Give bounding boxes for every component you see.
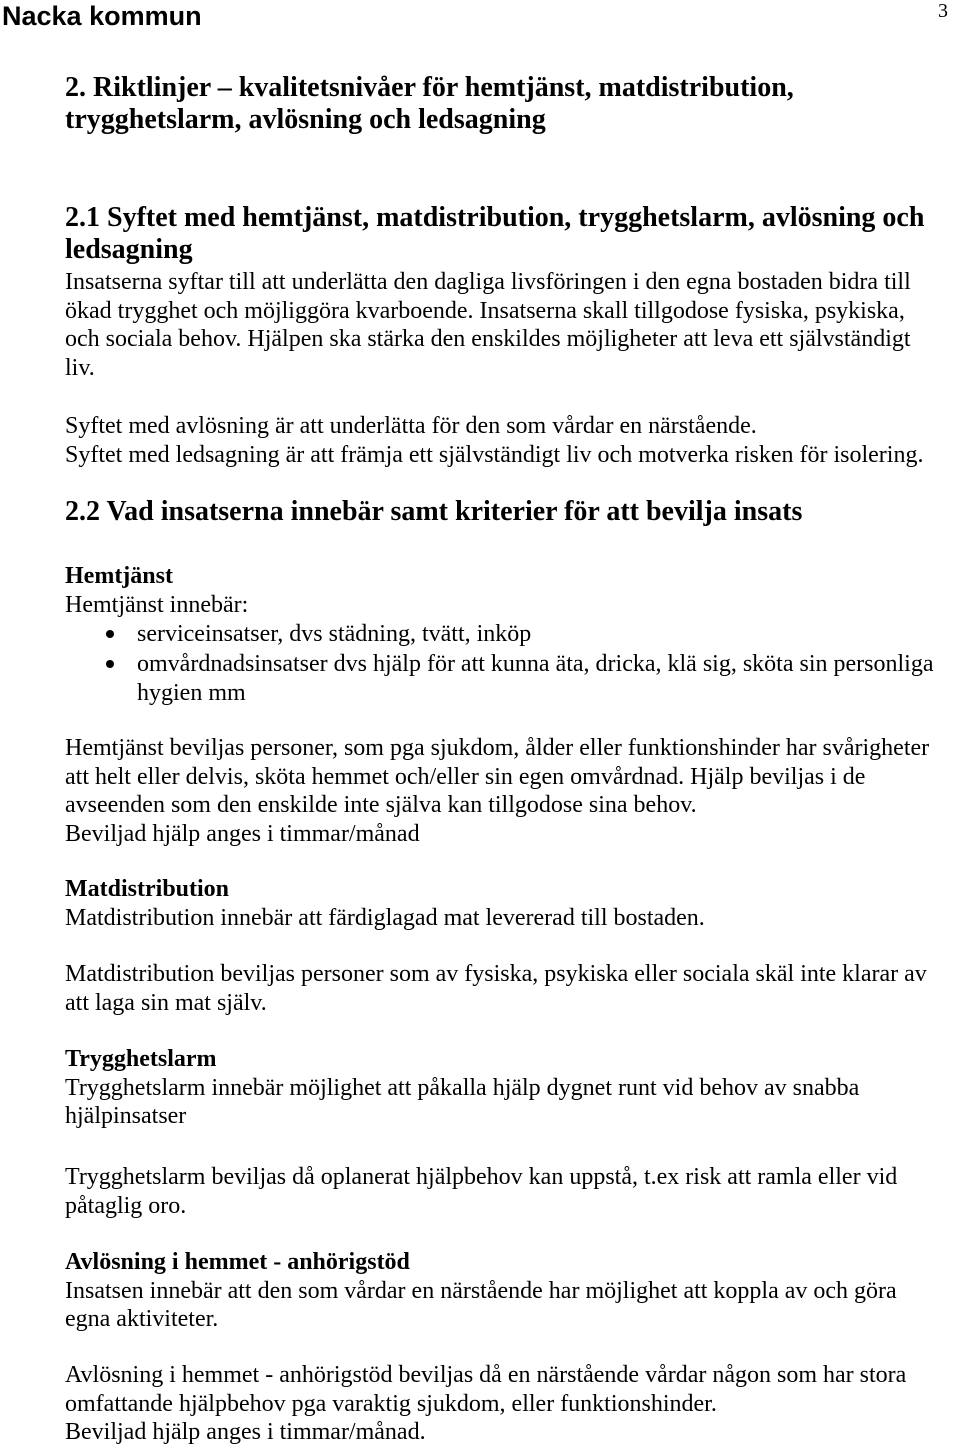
avlosning-description bbox=[65, 1248, 897, 1334]
paragraph-line: Trygghetslarm innebär möjlighet att påkalla hjälp dygnet runt vid behov av snabba bbox=[65, 1074, 860, 1101]
paragraph-line: ökad trygghet och möjliggöra kvarboende. Insatserna skall tillgodose fysiska, psykiska, bbox=[65, 297, 905, 324]
paragraph-line: liv. bbox=[65, 354, 95, 381]
matdistribution-criteria bbox=[65, 960, 927, 1017]
paragraph-line: Syftet med avlösning är att underlätta för den som vårdar en närstående. bbox=[65, 413, 757, 439]
section-2-1-paragraph-1 bbox=[65, 268, 911, 382]
section-2-1-heading bbox=[65, 202, 924, 266]
paragraph-line: omfattande hjälpbehov pga varaktig sjukdom, eller funktionshinder. bbox=[65, 1390, 717, 1417]
bullet-marker bbox=[106, 630, 114, 638]
list-item-line: serviceinsatser, dvs städning, tvätt, inköp bbox=[137, 621, 532, 647]
list-item-line: hygien mm bbox=[137, 679, 246, 706]
title-line: 2. Riktlinjer – kvalitetsnivåer för hemtjänst, matdistribution, bbox=[65, 72, 794, 103]
section-heading-line: ledsagning bbox=[65, 234, 193, 265]
paragraph-line: Syftet med ledsagning är att främja ett självständigt liv och motverka risken för isolering. bbox=[65, 441, 924, 468]
bullet-marker bbox=[106, 660, 114, 668]
header-organization: Nacka kommun bbox=[2, 1, 202, 31]
hemtjanst-criteria bbox=[65, 734, 929, 848]
title-line: trygghetslarm, avlösning och ledsagning bbox=[65, 104, 546, 135]
avlosning-criteria bbox=[65, 1361, 906, 1447]
trygghetslarm-description bbox=[65, 1045, 859, 1131]
page-number: 3 bbox=[938, 0, 948, 22]
paragraph-line: avseenden som den enskilde inte själva kan tillgodose sina behov. bbox=[65, 792, 697, 818]
paragraph-line: Hemtjänst innebär: bbox=[65, 591, 249, 618]
hemtjanst-bullet-list bbox=[137, 620, 933, 709]
paragraph-line: Insatserna syftar till att underlätta den dagliga livsföringen i den egna bostaden bidra till bbox=[65, 269, 911, 295]
paragraph-line: Beviljad hjälp anges i timmar/månad bbox=[65, 820, 420, 847]
list-item bbox=[137, 620, 933, 649]
paragraph-line: att helt eller delvis, sköta hemmet och/eller sin egen omvårdnad. Hjälp beviljas i de bbox=[65, 763, 866, 790]
paragraph-line: påtaglig oro. bbox=[65, 1192, 187, 1219]
paragraph-line: Matdistribution beviljas personer som av fysiska, psykiska eller sociala skäl inte klarar av bbox=[65, 961, 927, 987]
paragraph-line: att laga sin mat själv. bbox=[65, 989, 267, 1016]
section-heading-line: 2.1 Syftet med hemtjänst, matdistribution, trygghetslarm, avlösning och bbox=[65, 202, 925, 233]
paragraph-line: egna aktiviteter. bbox=[65, 1306, 219, 1332]
hemtjanst-intro bbox=[65, 562, 248, 619]
subsection-heading: Trygghetslarm bbox=[65, 1046, 217, 1072]
list-item-line: omvårdnadsinsatser dvs hjälp för att kunna äta, dricka, klä sig, sköta sin personliga bbox=[137, 651, 934, 677]
paragraph-line: Trygghetslarm beviljas då oplanerat hjälpbehov kan uppstå, t.ex risk att ramla eller vid bbox=[65, 1164, 898, 1190]
trygghetslarm-criteria bbox=[65, 1163, 897, 1220]
list-item bbox=[137, 650, 933, 707]
section-heading-line: 2.2 Vad insatserna innebär samt kriterier för att bevilja insats bbox=[65, 496, 803, 527]
paragraph-line: och sociala behov. Hjälpen ska stärka den enskildes möjligheter att leva ett självständigt bbox=[65, 326, 911, 352]
document-title bbox=[65, 72, 794, 136]
subsection-heading: Avlösning i hemmet - anhörigstöd bbox=[65, 1249, 410, 1275]
paragraph-line: Avlösning i hemmet - anhörigstöd beviljas då en närstående vårdar någon som har stora bbox=[65, 1362, 907, 1388]
paragraph-line: Beviljad hjälp anges i timmar/månad. bbox=[65, 1419, 426, 1445]
matdistribution-description bbox=[65, 875, 705, 932]
paragraph-line: hjälpinsatser bbox=[65, 1103, 187, 1129]
section-2-2-heading bbox=[65, 496, 802, 528]
subsection-heading: Matdistribution bbox=[65, 876, 230, 902]
paragraph-line: Matdistribution innebär att färdiglagad mat levererad till bostaden. bbox=[65, 904, 705, 931]
paragraph-line: Hemtjänst beviljas personer, som pga sjukdom, ålder eller funktionshinder har svårigheter bbox=[65, 735, 930, 761]
section-2-1-paragraph-2 bbox=[65, 412, 923, 469]
paragraph-line: Insatsen innebär att den som vårdar en närstående har möjlighet att koppla av och göra bbox=[65, 1277, 897, 1304]
subsection-heading: Hemtjänst bbox=[65, 563, 173, 589]
